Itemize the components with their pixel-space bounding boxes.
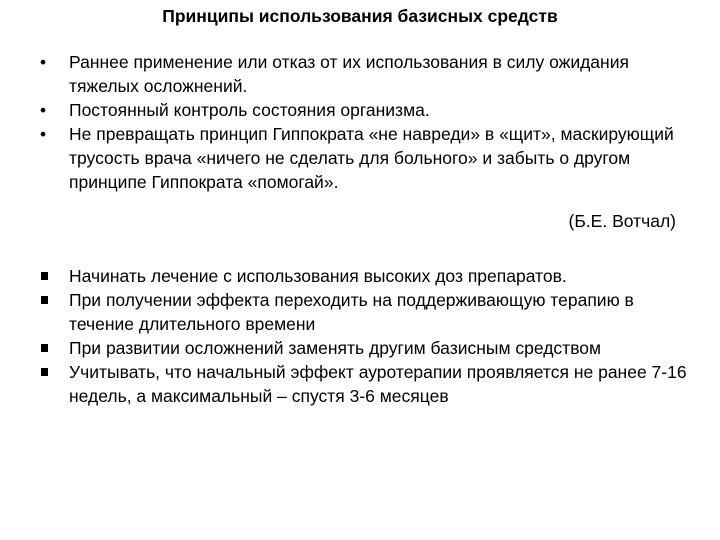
- bullet-dot-icon: •: [40, 124, 47, 144]
- attribution: (Б.Е. Вотчал): [568, 211, 676, 231]
- bullet-square-icon: [41, 272, 48, 280]
- bullet-square-icon: [41, 296, 48, 304]
- bullet-square-icon: [41, 344, 48, 352]
- list-item: [0, 336, 720, 360]
- list-item-text: Постоянный контроль состояния организма.: [69, 100, 430, 120]
- principles-list: [0, 50, 720, 194]
- list-item-text: При получении эффекта переходить на поддерживающую терапию в течение длительного времени: [69, 290, 634, 334]
- list-item: [0, 50, 720, 98]
- page-title: Принципы использования базисных средств: [162, 6, 558, 26]
- list-item: [0, 360, 720, 408]
- list-item-text: Учитывать, что начальный эффект ауротерапии проявляется не ранее 7-16 недель, а максимальный – спустя 3-6 месяцев: [69, 362, 687, 406]
- list-item: [0, 98, 720, 122]
- list-item-text: При развитии осложнений заменять другим базисным средством: [69, 338, 602, 358]
- list-item: [0, 264, 720, 288]
- list-item: [0, 288, 720, 336]
- list-item: [0, 122, 720, 194]
- recommendations-list: [0, 264, 720, 408]
- bullet-dot-icon: •: [40, 52, 47, 72]
- bullet-dot-icon: •: [40, 100, 47, 120]
- list-item-text: Раннее применение или отказ от их использования в силу ожидания тяжелых осложнений.: [69, 52, 629, 96]
- list-item-text: Начинать лечение с использования высоких доз препаратов.: [69, 266, 567, 286]
- list-item-text: Не превращать принцип Гиппократа «не навреди» в «щит», маскирующий трусость врача «ничего не сделать для больного» и забыть о другом принципе Гиппократа «помогай».: [69, 124, 674, 192]
- bullet-square-icon: [41, 368, 48, 376]
